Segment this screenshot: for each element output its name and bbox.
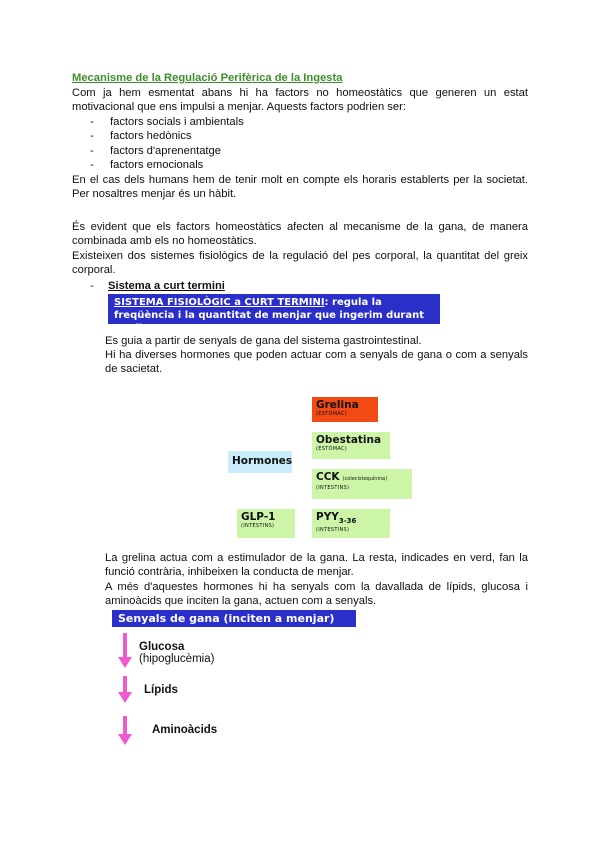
more-signals-paragraph: A més d'aquestes hormones hi ha senyals com la davallada de lípids, glucosa i aminoàcids que inciten la gana, actuen com a senyals. [105, 581, 528, 608]
list-item: - factors d'aprenentatge [90, 144, 244, 158]
cck-organ: (INTESTINS) [316, 485, 350, 491]
pyy-organ: (INTESTINS) [316, 527, 350, 534]
signal-aminoacids: Aminoàcids [152, 724, 218, 736]
pyy-box [312, 509, 390, 538]
glp1-label: GLP-1 [241, 511, 276, 523]
banner-line2: freqüència i la quantitat de menjar que ingerim durant un dia [114, 310, 425, 334]
short-term-system-banner [108, 294, 440, 334]
factors-list [90, 115, 244, 173]
banner-title: SISTEMA FISIOLÒGIC a CURT TERMINI [114, 297, 325, 308]
cck-label: CCK (colecistoquinina) [316, 471, 388, 483]
banner-rest: : regula la [324, 297, 382, 308]
obestatina-organ: (ESTÒMAC) [316, 446, 348, 452]
hunger-signals-banner: Senyals de gana (inciten a menjar) [112, 610, 356, 627]
section-heading: - Sistema a curt termini [90, 280, 225, 292]
cck-note: (colecistoquinina) [342, 476, 388, 482]
grelina-box [312, 397, 378, 422]
obestatina-label: Obestatina [316, 434, 382, 446]
hormones-label: Hormones [232, 455, 293, 467]
hormones-paragraph: Hi ha diverses hormones que poden actuar com a senyals de gana o com a senyals de sacietat. [105, 349, 528, 376]
systems-paragraph: Existeixen dos sistemes fisiològics de la regulació del pes corporal, la quantitat del greix corporal. [72, 250, 528, 277]
glp1-organ: (INTESTINS) [241, 523, 275, 529]
humans-paragraph: En el cas dels humans hem de tenir molt en compte els horaris establerts per la societat. Per nosaltres menjar és un hàbit. [72, 174, 528, 201]
intro-paragraph: Com ja hem esmentat abans hi ha factors no homeostàtics que generen un estat motivacional que ens impulsi a menjar. Aquests factors podrien ser: [72, 87, 528, 114]
evident-paragraph: És evident que els factors homeostàtics afecten al mecanisme de la gana, de manera combinada amb els no homeostàtics. [72, 221, 528, 248]
grelina-label: Grelina [316, 399, 359, 411]
page-title: Mecanisme de la Regulació Perifèrica de la Ingesta [72, 72, 343, 84]
guide-paragraph: Es guia a partir de senyals de gana del sistema gastrointestinal. [105, 335, 422, 347]
down-arrow-icon [118, 633, 132, 669]
glp1-box [237, 509, 295, 538]
down-arrow-icon [118, 716, 132, 746]
grelina-organ: (ESTÒMAC) [316, 411, 348, 417]
cck-box [312, 469, 412, 499]
hormones-box [228, 451, 292, 473]
signal-glucosa: Glucosa (hipoglucèmia) [139, 641, 215, 665]
down-arrow-icon [118, 676, 132, 704]
list-item: - factors socials i ambientals [90, 115, 244, 129]
obestatina-box [312, 432, 390, 459]
signal-glucosa-note: (hipoglucèmia) [139, 653, 215, 665]
list-item: - factors hedònics [90, 129, 244, 143]
list-item: - factors emocionals [90, 158, 244, 172]
pyy-label: $PYY_{3-36}$ [316, 511, 357, 526]
signal-lipids: Lípids [144, 684, 178, 696]
grelina-paragraph: La grelina actua com a estimulador de la gana. La resta, indicades en verd, fan la funció contrària, inhibeixen la conducta de menjar. [105, 552, 528, 579]
